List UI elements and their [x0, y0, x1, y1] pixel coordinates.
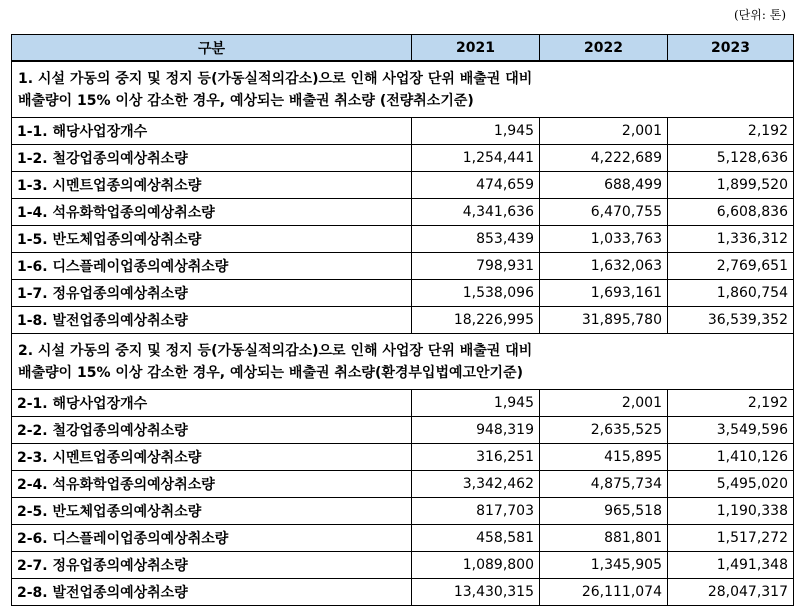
section1-title-line1: 1. 시설 가동의 중지 및 정지 등(가동실적의감소)으로 인해 사업장 단위 배출권 대비	[18, 70, 533, 87]
value-2021: 1,945	[412, 118, 540, 145]
value-2023: 2,769,651	[668, 253, 794, 280]
value-2023: 1,899,520	[668, 172, 794, 199]
row-label: 1-6. 디스플레이업종의예상취소량	[12, 253, 412, 280]
value-2023: 2,192	[668, 390, 794, 417]
table-row	[12, 226, 794, 253]
value-2023: 1,190,338	[668, 498, 794, 525]
section1-title	[12, 61, 794, 118]
row-label: 1-2. 철강업종의예상취소량	[12, 145, 412, 172]
value-2022: 2,001	[540, 390, 668, 417]
value-2022: 1,632,063	[540, 253, 668, 280]
table-row	[12, 498, 794, 525]
value-2022: 26,111,074	[540, 579, 668, 606]
section1-title-row	[12, 61, 794, 118]
row-label: 2-3. 시멘트업종의예상취소량	[12, 444, 412, 471]
value-2022: 881,801	[540, 525, 668, 552]
row-label: 2-1. 해당사업장개수	[12, 390, 412, 417]
value-2021: 1,089,800	[412, 552, 540, 579]
row-label: 2-2. 철강업종의예상취소량	[12, 417, 412, 444]
value-2022: 688,499	[540, 172, 668, 199]
value-2021: 3,342,462	[412, 471, 540, 498]
value-2021: 4,341,636	[412, 199, 540, 226]
value-2023: 5,128,636	[668, 145, 794, 172]
value-2023: 2,192	[668, 118, 794, 145]
value-2023: 28,047,317	[668, 579, 794, 606]
table-row	[12, 307, 794, 334]
value-2022: 6,470,755	[540, 199, 668, 226]
table-row	[12, 471, 794, 498]
row-label: 1-8. 발전업종의예상취소량	[12, 307, 412, 334]
value-2021: 1,538,096	[412, 280, 540, 307]
value-2021: 316,251	[412, 444, 540, 471]
value-2023: 1,517,272	[668, 525, 794, 552]
value-2023: 5,495,020	[668, 471, 794, 498]
value-2023: 1,336,312	[668, 226, 794, 253]
table-row	[12, 145, 794, 172]
value-2022: 1,033,763	[540, 226, 668, 253]
header-row	[12, 35, 794, 62]
value-2021: 458,581	[412, 525, 540, 552]
value-2023: 36,539,352	[668, 307, 794, 334]
value-2021: 1,254,441	[412, 145, 540, 172]
value-2022: 2,635,525	[540, 417, 668, 444]
table-row	[12, 253, 794, 280]
section2-title	[12, 334, 794, 390]
section2-title-line2: 배출량이 15% 이상 감소한 경우, 예상되는 배출권 취소량(환경부입법예고안기준)	[18, 364, 523, 381]
header-category: 구분	[12, 35, 412, 62]
table-row	[12, 172, 794, 199]
table-row	[12, 525, 794, 552]
row-label: 2-7. 정유업종의예상취소량	[12, 552, 412, 579]
value-2023: 6,608,836	[668, 199, 794, 226]
table-row	[12, 280, 794, 307]
row-label: 2-5. 반도체업종의예상취소량	[12, 498, 412, 525]
table-row	[12, 552, 794, 579]
value-2021: 817,703	[412, 498, 540, 525]
table-body	[12, 61, 794, 606]
value-2022: 31,895,780	[540, 307, 668, 334]
value-2022: 2,001	[540, 118, 668, 145]
row-label: 1-4. 석유화학업종의예상취소량	[12, 199, 412, 226]
value-2023: 3,549,596	[668, 417, 794, 444]
header-2023: 2023	[668, 35, 794, 62]
unit-note: (단위: 톤)	[734, 8, 786, 22]
section1-title-line2: 배출량이 15% 이상 감소한 경우, 예상되는 배출권 취소량 (전량취소기준)	[18, 92, 474, 109]
value-2022: 1,345,905	[540, 552, 668, 579]
header-2021: 2021	[412, 35, 540, 62]
value-2023: 1,410,126	[668, 444, 794, 471]
row-label: 1-1. 해당사업장개수	[12, 118, 412, 145]
emission-cancellation-table	[11, 34, 794, 606]
value-2022: 4,222,689	[540, 145, 668, 172]
value-2021: 474,659	[412, 172, 540, 199]
table-row	[12, 417, 794, 444]
row-label: 1-7. 정유업종의예상취소량	[12, 280, 412, 307]
value-2022: 965,518	[540, 498, 668, 525]
row-label: 1-5. 반도체업종의예상취소량	[12, 226, 412, 253]
value-2023: 1,860,754	[668, 280, 794, 307]
value-2021: 13,430,315	[412, 579, 540, 606]
section2-title-line1: 2. 시설 가동의 중지 및 정지 등(가동실적의감소)으로 인해 사업장 단위 배출권 대비	[18, 342, 533, 359]
value-2022: 1,693,161	[540, 280, 668, 307]
value-2021: 798,931	[412, 253, 540, 280]
value-2023: 1,491,348	[668, 552, 794, 579]
row-label: 2-8. 발전업종의예상취소량	[12, 579, 412, 606]
table-row	[12, 390, 794, 417]
table-row	[12, 199, 794, 226]
value-2021: 948,319	[412, 417, 540, 444]
section2-title-row	[12, 334, 794, 390]
value-2021: 18,226,995	[412, 307, 540, 334]
value-2021: 853,439	[412, 226, 540, 253]
header-2022: 2022	[540, 35, 668, 62]
value-2022: 415,895	[540, 444, 668, 471]
table-row	[12, 444, 794, 471]
row-label: 2-6. 디스플레이업종의예상취소량	[12, 525, 412, 552]
value-2022: 4,875,734	[540, 471, 668, 498]
row-label: 2-4. 석유화학업종의예상취소량	[12, 471, 412, 498]
table-row	[12, 118, 794, 145]
row-label: 1-3. 시멘트업종의예상취소량	[12, 172, 412, 199]
table-row	[12, 579, 794, 606]
value-2021: 1,945	[412, 390, 540, 417]
